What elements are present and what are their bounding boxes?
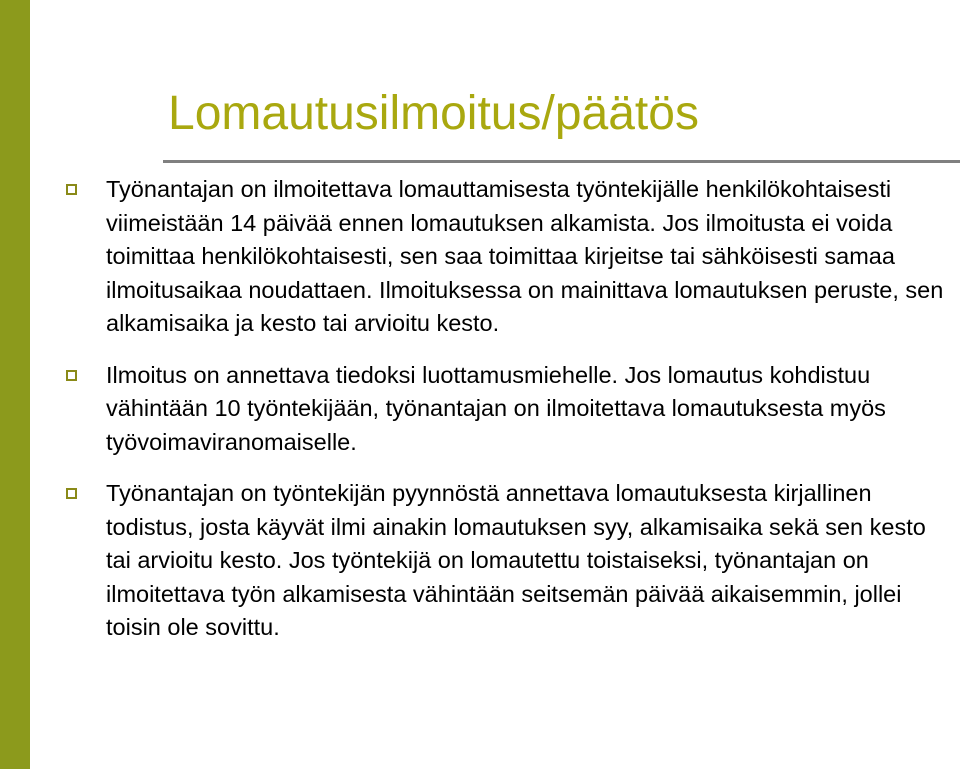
bullet-text: Ilmoitus on annettava tiedoksi luottamusmiehelle. Jos lomautus kohdistuu vähintään 10 työntekijään, työnantajan on ilmoitettava lomautuksesta myös työvoimaviranomaiselle. <box>106 361 886 455</box>
left-accent-bar <box>0 0 30 769</box>
hollow-square-bullet-icon <box>66 488 77 499</box>
slide-title: Lomautusilmoitus/päätös <box>168 87 699 140</box>
bullet-item-3 <box>62 477 952 645</box>
bullet-text: Työnantajan on työntekijän pyynnöstä annettava lomautuksesta kirjallinen todistus, josta käyvät ilmi ainakin lomautuksen syy, alkamisaika sekä sen kesto tai arvioitu kesto. Jos työntekijä on lomautettu toistaiseksi, työnantajan on ilmoitettava työn alkamisesta vähintään seitsemän päivää aikaisemmin, jollei toisin ole sovittu. <box>106 480 926 640</box>
hollow-square-bullet-icon <box>66 370 77 381</box>
title-divider <box>163 160 960 163</box>
hollow-square-bullet-icon <box>66 184 77 195</box>
bullet-item-2 <box>62 359 952 460</box>
bullet-list <box>62 173 952 663</box>
bullet-item-1 <box>62 173 952 341</box>
bullet-text: Työnantajan on ilmoitettava lomauttamisesta työntekijälle henkilökohtaisesti viimeistään 14 päivää ennen lomautuksen alkamista. Jos ilmoitusta ei voida toimittaa henkilökohtaisesti, sen saa toimittaa kirjeitse tai sähköisesti samaa ilmoitusaikaa noudattaen. Ilmoituksessa on mainittava lomautuksen peruste, sen alkamisaika ja kesto tai arvioitu kesto. <box>106 176 944 336</box>
